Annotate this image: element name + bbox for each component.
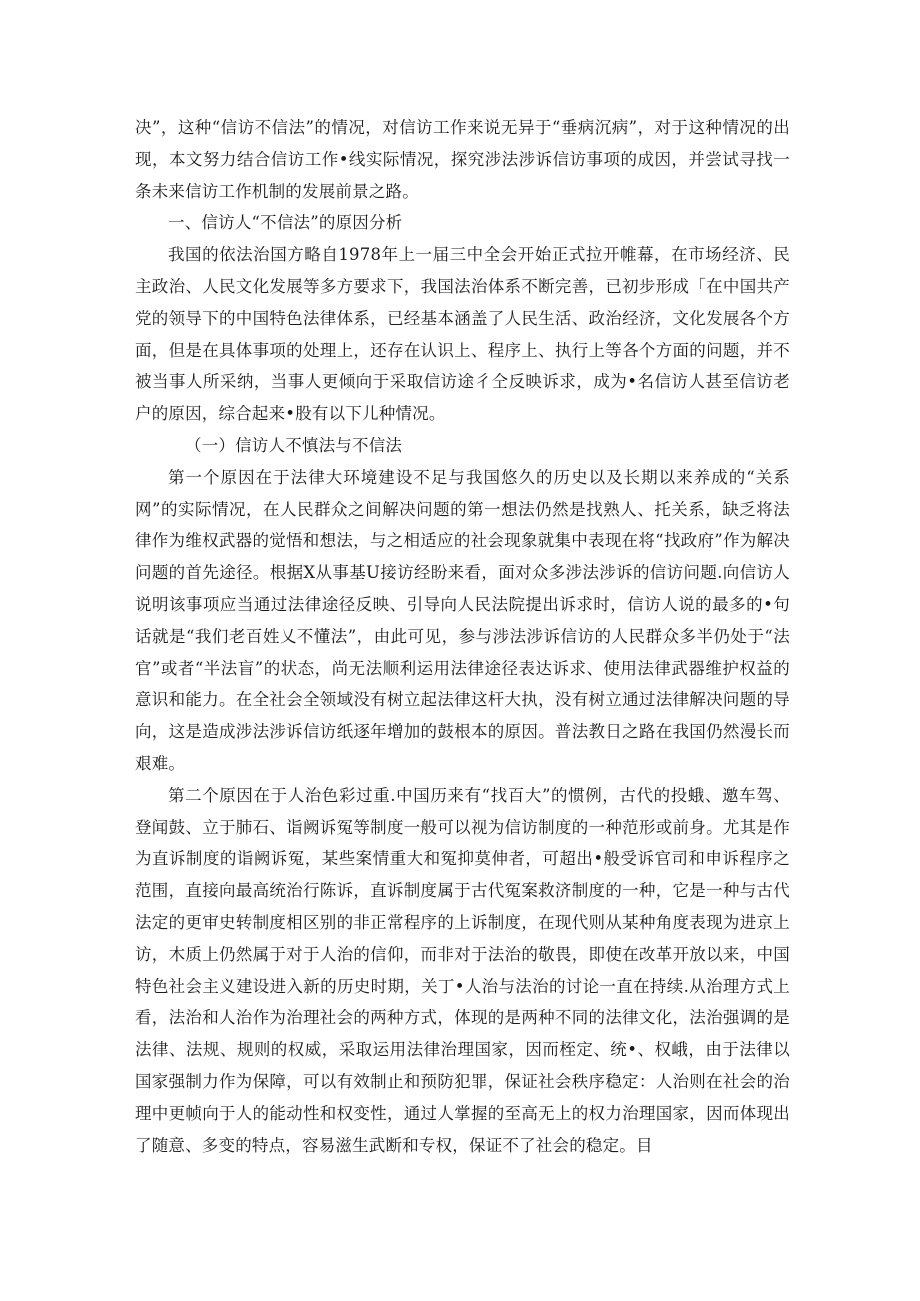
document-body	[135, 112, 790, 1161]
subsection-heading-1: （一）信访人不慎法与不信法	[185, 435, 403, 455]
paragraph-rule-of-law-background: 我国的依法治国方略自1978年上一届三中全会开始正式拉开帷幕，在市场经济、民主政治、人民文化发展等多方要求下，我国法治体系不断完善，已初步形成「在中国共产党的领导下的中国特色法律体系，已经基本涵盖了人民生活、政治经济，文化发展各个方面，但是在具体事项的处理上，还存在认识上、程序上、执行上等各个方面的问题，并不被当事人所采纳，当事人更倾向于采取信访途彳仝反映诉求，成为•名信访人甚至信访老户的原因，综合起来•股有以下儿种情况。	[135, 245, 790, 424]
paragraph-intro-continuation: 决”，这种“信访不信法”的情况，对信访工作来说无异于“垂病沉病”，对于这种情况的出现，本文努力结合信访工作•线实际情况，探究涉法涉诉信访事项的成因，并尝试寻找一条未来信访工作机制的发展前景之路。	[135, 118, 790, 201]
paragraph-first-reason: 第一个原因在于法律大环境建设不足与我国悠久的历史以及长期以来养成的“关系网”的实际情况，在人民群众之间解决问题的第一想法仍然是找熟人、托关系，缺乏将法律作为维权武器的觉悟和想法，与之相适应的社会现象就集中表现在将“找政府”作为解决问题的首先途径。根据X从事基U接访经盼来看，面对众多涉法涉诉的信访问题.向信访人说明该事项应当通过法律途径反映、引导向人民法院提出诉求时，信访人说的最多的•句话就是“我们老百姓乂不懂法”，由此可见，参与涉法涉诉信访的人民群众多半仍处于“法官”或者“半法盲”的状态，尚无法顺利运用法律途径表达诉求、使用法律武器维护权益的意识和能力。在全社会全领域没有树立起法律这杆大执，没有树立通过法律解决问题的导向，这是造成涉法涉诉信访纸逐年增加的鼓根本的原因。普法教日之路在我国仍然漫长而艰难。	[135, 467, 790, 773]
paragraph-second-reason: 第二个原因在于人治色彩过重.中国历来有“找百大”的惯例，古代的投蛾、邀车驾、登闻鼓、立于肺石、诣阙诉冤等制度一般可以视为信访制度的一种范形或前身。尤其是作为直诉制度的诣阙诉冤，某些案情重大和冤抑莫伸者，可超出•般受诉官司和申诉程序之范围，直接向最高统治行陈诉，直诉制度属于古代冤案救济制度的一种，它是一种与古代法定的更审史转制度相区别的非正常程序的上诉制度，在现代则从某种角度表现为进京上访，木质上仍然属于对于人治的信仰，而非对于法治的敬畏，即使在改革开放以来，中国特色社会主义建设进入新的历史时期，关丁•人治与法治的讨论一直在持续.从治理方式上看，法治和人治作为治理社会的两种方式，体现的是两种不同的法律文化，法治强调的是法律、法规、规则的权威，采取运用法律治理国家，因而桎定、统•、权峨，由于法律以国家强制力作为保障，可以有效制止和预防犯罪，保证社会秩序稳定：人治则在社会的治理中更帧向于人的能动性和权变性，通过人掌握的至高无上的权力治理国家，因而体现出了随意、多变的特点，容易滋生武断和专权，保证不了社会的稳定。目	[135, 785, 790, 1155]
section-heading-1: 一、信访人“不信法”的原因分析	[168, 213, 403, 233]
